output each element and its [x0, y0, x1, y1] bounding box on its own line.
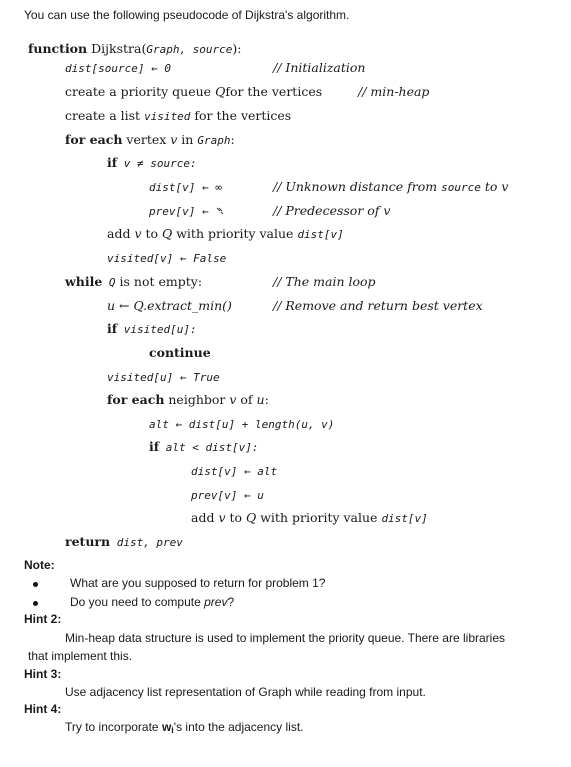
hint3-line-1: Use adjacency list representation of Graph while reading from input. [65, 685, 426, 699]
code-line-10: visited[v] ← False [107, 252, 227, 265]
code-line-15: visited[u] ← True [107, 371, 220, 384]
hint4-label: Hint 4: [24, 702, 62, 716]
code-line-4: create a list visited for the vertices [65, 108, 292, 123]
code-line-16: for each neighbor v of u: [107, 392, 269, 407]
code-line-11: while Q is not empty: [65, 274, 203, 289]
code-line-20: prev[v] ← u [191, 489, 264, 502]
code-line-1: function Dijkstra(Graph, source): [28, 41, 242, 56]
undefined-glyph-icon [215, 206, 225, 216]
comment-predecessor: // Predecessor of v [273, 203, 391, 218]
code-line-6: if v ≠ source: [107, 155, 197, 170]
code-line-12: u ← Q.extract_min() [107, 298, 232, 313]
code-line-8: prev[v] ← [149, 203, 225, 220]
comment-main-loop: // The main loop [273, 274, 376, 289]
hint3-label: Hint 3: [24, 667, 62, 681]
code-line-13: if visited[u]: [107, 321, 197, 336]
code-line-18: if alt < dist[v]: [149, 439, 259, 454]
hint2-line-2: that implement this. [28, 649, 133, 663]
comment-min-heap: // min-heap [358, 84, 430, 99]
bullet-icon [33, 582, 38, 587]
comment-remove-best: // Remove and return best vertex [273, 298, 483, 313]
bullet-icon [33, 601, 38, 606]
code-line-2: dist[source] ← 0 [65, 62, 171, 75]
comment-initialization: // Initialization [273, 60, 366, 75]
code-line-19: dist[v] ← alt [191, 465, 278, 478]
code-line-9: add v to Q with priority value dist[v] [107, 226, 344, 241]
hint4-line-1: Try to incorporate $w_i's$ into the adjacency list. [65, 720, 304, 735]
code-line-5: for each vertex v in Graph: [65, 132, 235, 147]
note-bullet-2: Do you need to compute prev? [70, 595, 235, 609]
hint2-label: Hint 2: [24, 612, 62, 626]
code-line-17: alt ← dist[u] + length(u, v) [149, 418, 335, 431]
hint2-line-1: Min-heap data structure is used to implement the priority queue. There are libraries [65, 631, 505, 645]
code-line-21: add v to Q with priority value dist[v] [191, 510, 428, 525]
code-line-7: dist[v] ← ∞ [149, 181, 222, 194]
note-label: Note: [24, 558, 55, 572]
intro-text: You can use the following pseudocode of Dijkstra's algorithm. [24, 8, 350, 22]
code-line-14: continue [149, 345, 211, 360]
code-line-3: create a priority queue Qfor the vertices [65, 84, 323, 99]
comment-unknown-distance: // Unknown distance from source to v [273, 179, 509, 194]
code-line-22: return dist, prev [65, 534, 183, 549]
note-bullet-1: What are you supposed to return for problem 1? [70, 576, 326, 590]
